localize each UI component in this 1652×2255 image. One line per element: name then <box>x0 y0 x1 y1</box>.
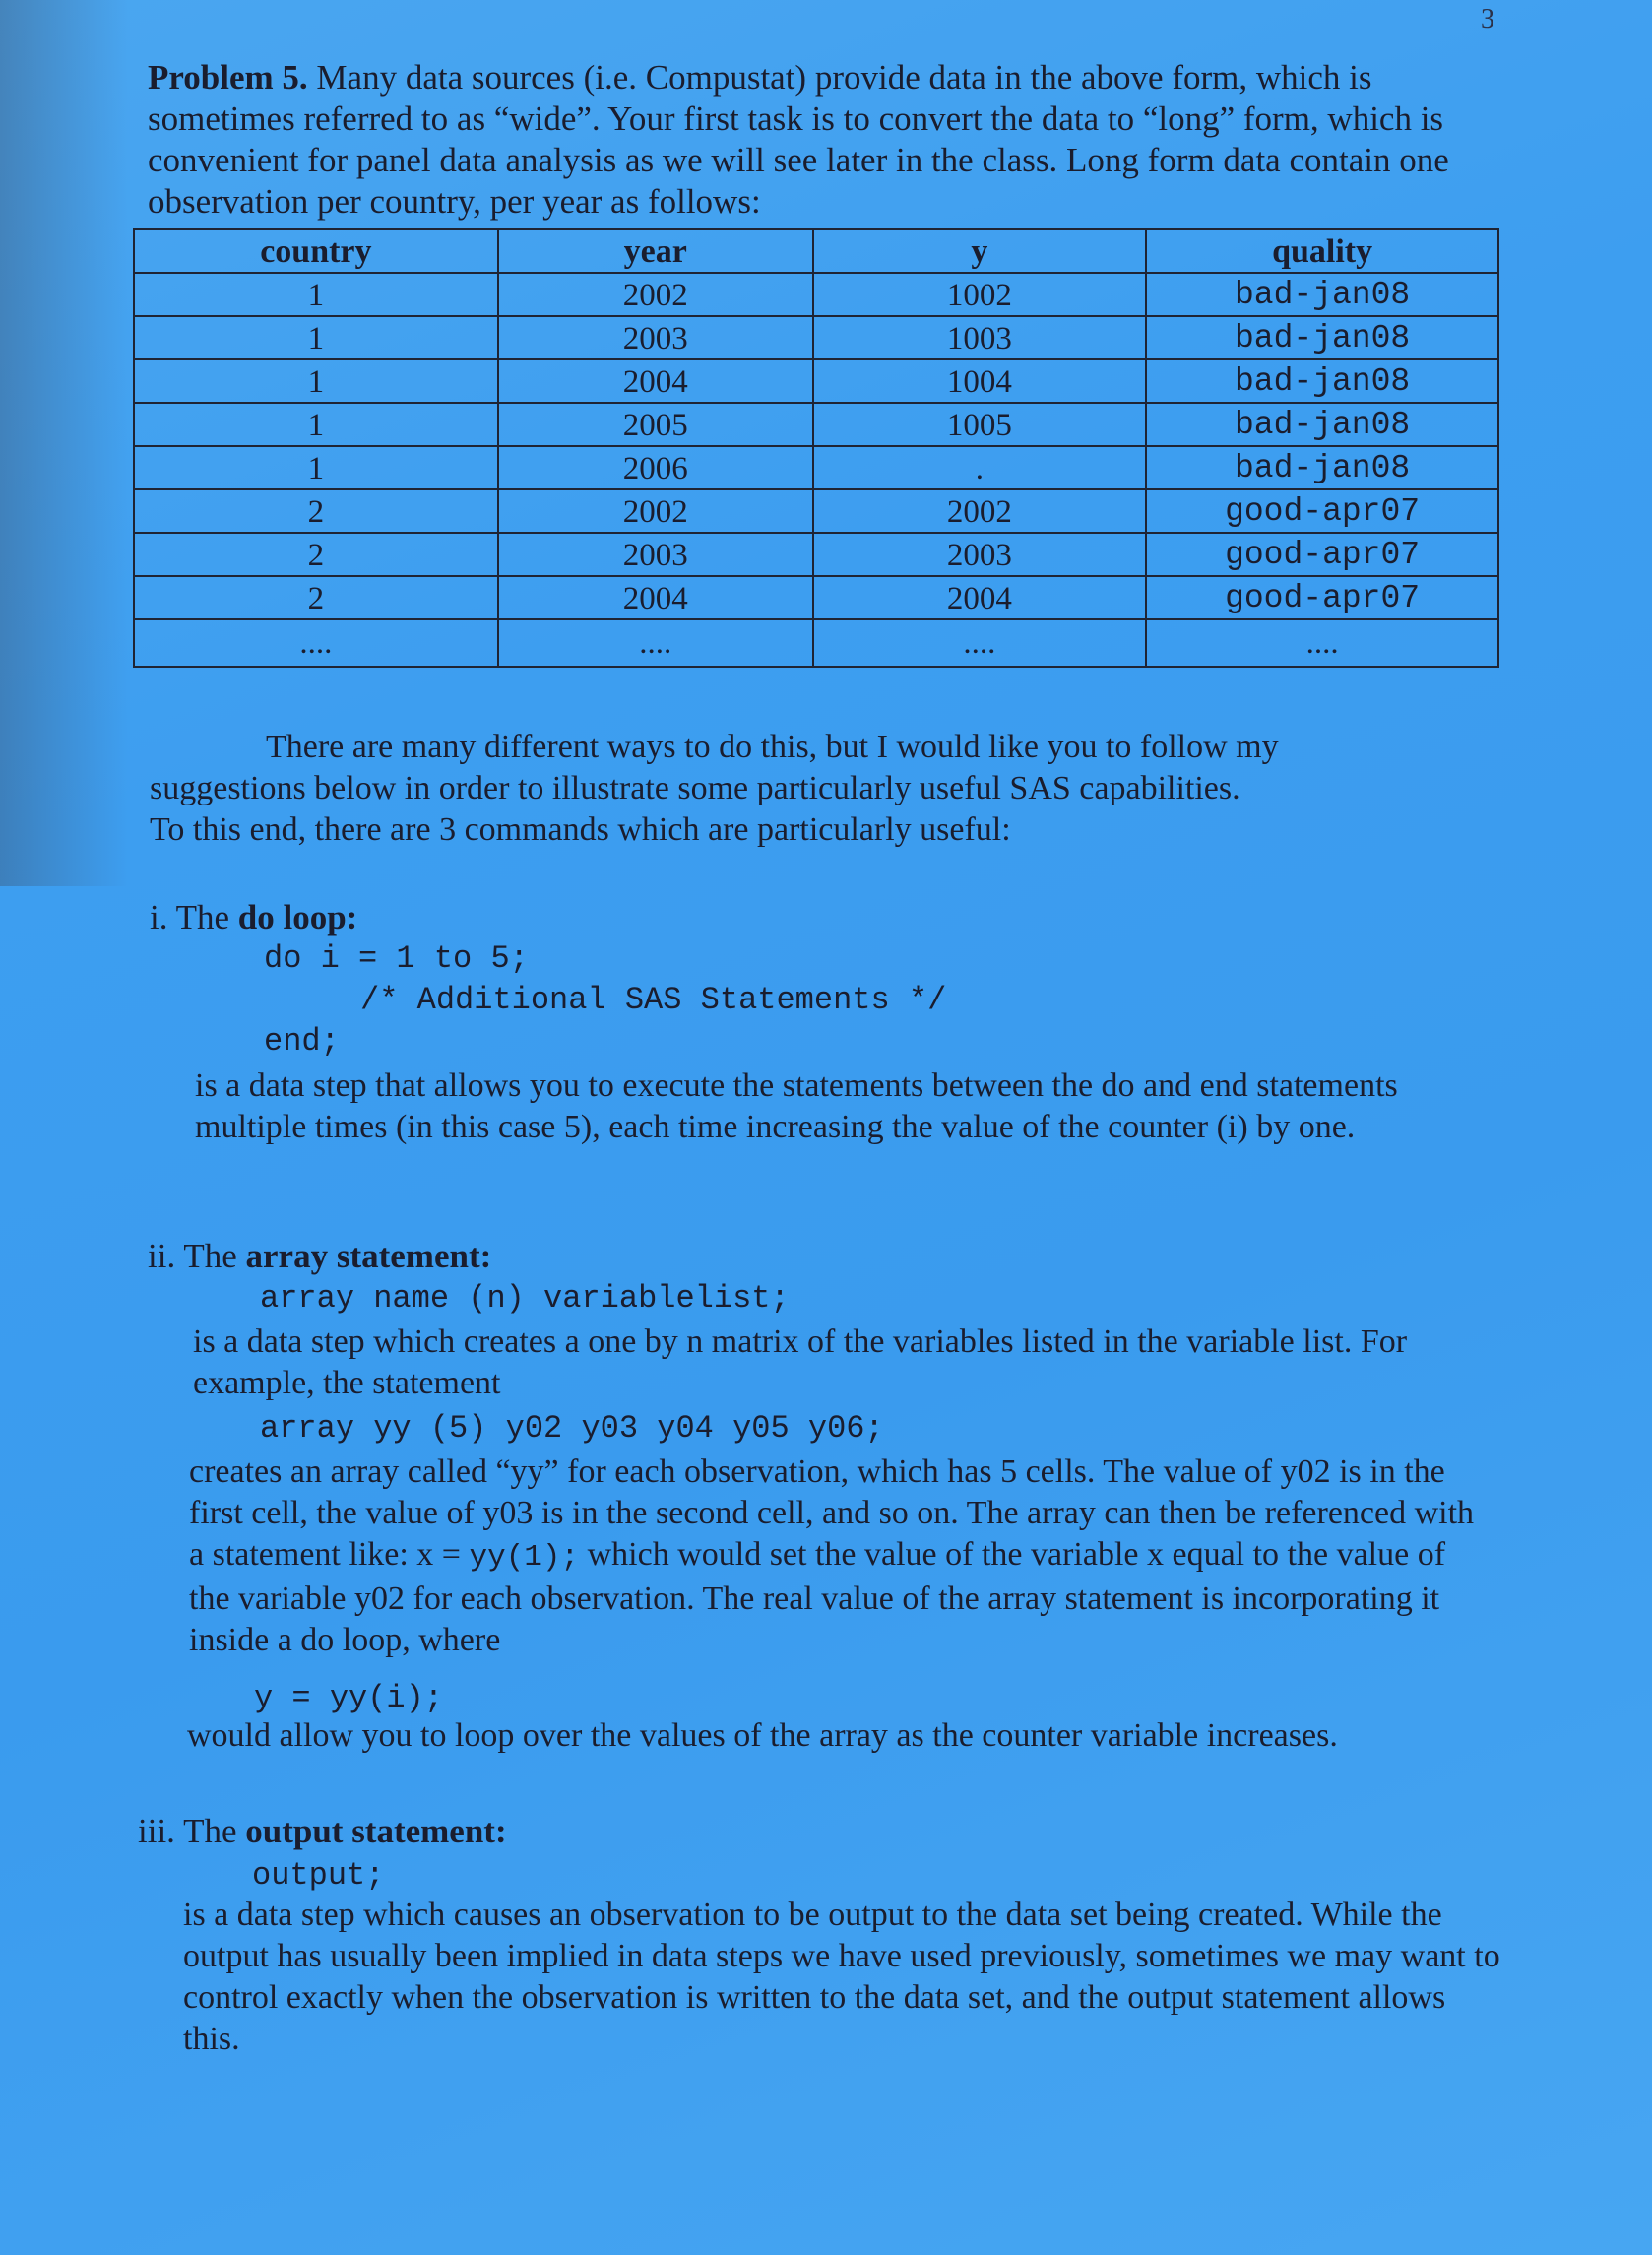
problem-intro <box>148 57 1487 223</box>
table-row-ellipsis <box>134 619 1498 667</box>
cell-country: 2 <box>134 489 498 533</box>
item-ii-description-1: is a data step which creates a one by n matrix of the variables listed in the variable list. For example, the statement <box>193 1323 1408 1401</box>
do-loop-code-line: /* Additional SAS Statements */ <box>360 982 947 1018</box>
cell-y: 1002 <box>813 273 1147 316</box>
cell-y: 1005 <box>813 403 1147 446</box>
cell-year: 2003 <box>498 316 813 359</box>
cell-ellipsis: .... <box>134 619 498 667</box>
cell-quality: good-apr07 <box>1146 489 1498 533</box>
item-ii-numeral: ii. <box>148 1237 176 1275</box>
cell-y: 1003 <box>813 316 1147 359</box>
item-i-description: is a data step that allows you to execute the statements between the do and end statements multiple times (in this case 5), each time increasing the value of the counter (i) by one. <box>195 1067 1398 1145</box>
cell-y: 2002 <box>813 489 1147 533</box>
cell-y: . <box>813 446 1147 489</box>
cell-country: 1 <box>134 359 498 403</box>
do-loop-code-line: do i = 1 to 5; <box>264 940 529 977</box>
suggestions-line: There are many different ways to do this, but I would like you to follow my <box>266 729 1279 765</box>
item-ii-heading <box>148 1237 491 1276</box>
header-year: year <box>498 229 813 273</box>
cell-quality: bad-jan08 <box>1146 403 1498 446</box>
suggestions-paragraph <box>150 727 1430 851</box>
table-row <box>134 576 1498 619</box>
cell-country: 1 <box>134 403 498 446</box>
item-iii-description: is a data step which causes an observation to be output to the data set being created. While the output has usually been implied in data steps we have used previously, sometimes we may want to control exactly when the observation is written to the data set, and the output statement allows this. <box>183 1897 1500 2057</box>
table-row <box>134 316 1498 359</box>
cell-quality: bad-jan08 <box>1146 316 1498 359</box>
table-row <box>134 533 1498 576</box>
item-iii-numeral: iii. <box>138 1812 175 1850</box>
table-row <box>134 359 1498 403</box>
item-i-prefix: The <box>175 898 230 936</box>
do-loop-code-line: end; <box>264 1023 340 1060</box>
header-country: country <box>134 229 498 273</box>
item-ii-desc2-a: creates an array called “yy” for each observation, which has 5 cells. The value of y02 is in the first cell, the value of y03 is in the second cell, and so on. The array can then be referenced with a statement like: x = <box>189 1453 1475 1573</box>
cell-year: 2002 <box>498 489 813 533</box>
item-ii-title: array statement: <box>245 1237 492 1275</box>
problem-text: Many data sources (i.e. Compustat) provide data in the above form, which is sometimes referred to as “wide”. Your first task is to convert the data to “long” form, which is convenient for panel data analysis as we will see later in the class. Long form data contain one observation per country, per year as follows: <box>148 58 1449 221</box>
header-quality: quality <box>1146 229 1498 273</box>
cell-year: 2003 <box>498 533 813 576</box>
item-ii-description-3: would allow you to loop over the values of the array as the counter variable increases. <box>187 1717 1338 1754</box>
table-row <box>134 273 1498 316</box>
cell-quality: good-apr07 <box>1146 576 1498 619</box>
item-iii-heading <box>138 1812 507 1851</box>
cell-year: 2005 <box>498 403 813 446</box>
page-shadow <box>0 0 128 886</box>
cell-year: 2006 <box>498 446 813 489</box>
table-header-row <box>134 229 1498 273</box>
table-row <box>134 403 1498 446</box>
header-y: y <box>813 229 1147 273</box>
table-row <box>134 446 1498 489</box>
cell-quality: bad-jan08 <box>1146 359 1498 403</box>
output-code: output; <box>252 1857 385 1894</box>
array-loop-code: y = yy(i); <box>254 1680 444 1716</box>
cell-year: 2002 <box>498 273 813 316</box>
array-syntax-code: array name (n) variablelist; <box>260 1280 790 1317</box>
suggestions-line: To this end, there are 3 commands which are particularly useful: <box>150 811 1011 848</box>
cell-country: 1 <box>134 273 498 316</box>
cell-year: 2004 <box>498 359 813 403</box>
cell-quality: bad-jan08 <box>1146 446 1498 489</box>
suggestions-line: suggestions below in order to illustrate some particularly useful SAS capabilities. <box>150 770 1240 806</box>
cell-y: 1004 <box>813 359 1147 403</box>
problem-label: Problem 5. <box>148 58 308 97</box>
cell-country: 2 <box>134 576 498 619</box>
cell-year: 2004 <box>498 576 813 619</box>
item-i-heading <box>150 898 357 937</box>
item-i-numeral: i. <box>150 898 168 936</box>
page-number: 3 <box>1481 4 1494 34</box>
item-ii-description-2 <box>189 1451 1489 1661</box>
item-iii-title: output statement: <box>245 1812 507 1850</box>
cell-y: 2004 <box>813 576 1147 619</box>
table-row <box>134 489 1498 533</box>
cell-country: 1 <box>134 446 498 489</box>
inline-code-yy1: yy(1); <box>469 1540 580 1575</box>
array-example-code: array yy (5) y02 y03 y04 y05 y06; <box>260 1410 884 1447</box>
item-ii-desc2-b: which would set the value of the variable x equal to the value of the variable y02 for each observation. The real value of the array statement is incorporating it inside a do loop, where <box>189 1536 1446 1658</box>
cell-y: 2003 <box>813 533 1147 576</box>
item-i-title: do loop: <box>237 898 358 936</box>
cell-quality: good-apr07 <box>1146 533 1498 576</box>
long-form-table <box>133 228 1499 668</box>
cell-country: 1 <box>134 316 498 359</box>
cell-ellipsis: .... <box>1146 619 1498 667</box>
cell-quality: bad-jan08 <box>1146 273 1498 316</box>
item-ii-prefix: The <box>183 1237 237 1275</box>
item-iii-prefix: The <box>183 1812 237 1850</box>
cell-country: 2 <box>134 533 498 576</box>
cell-ellipsis: .... <box>813 619 1147 667</box>
cell-ellipsis: .... <box>498 619 813 667</box>
